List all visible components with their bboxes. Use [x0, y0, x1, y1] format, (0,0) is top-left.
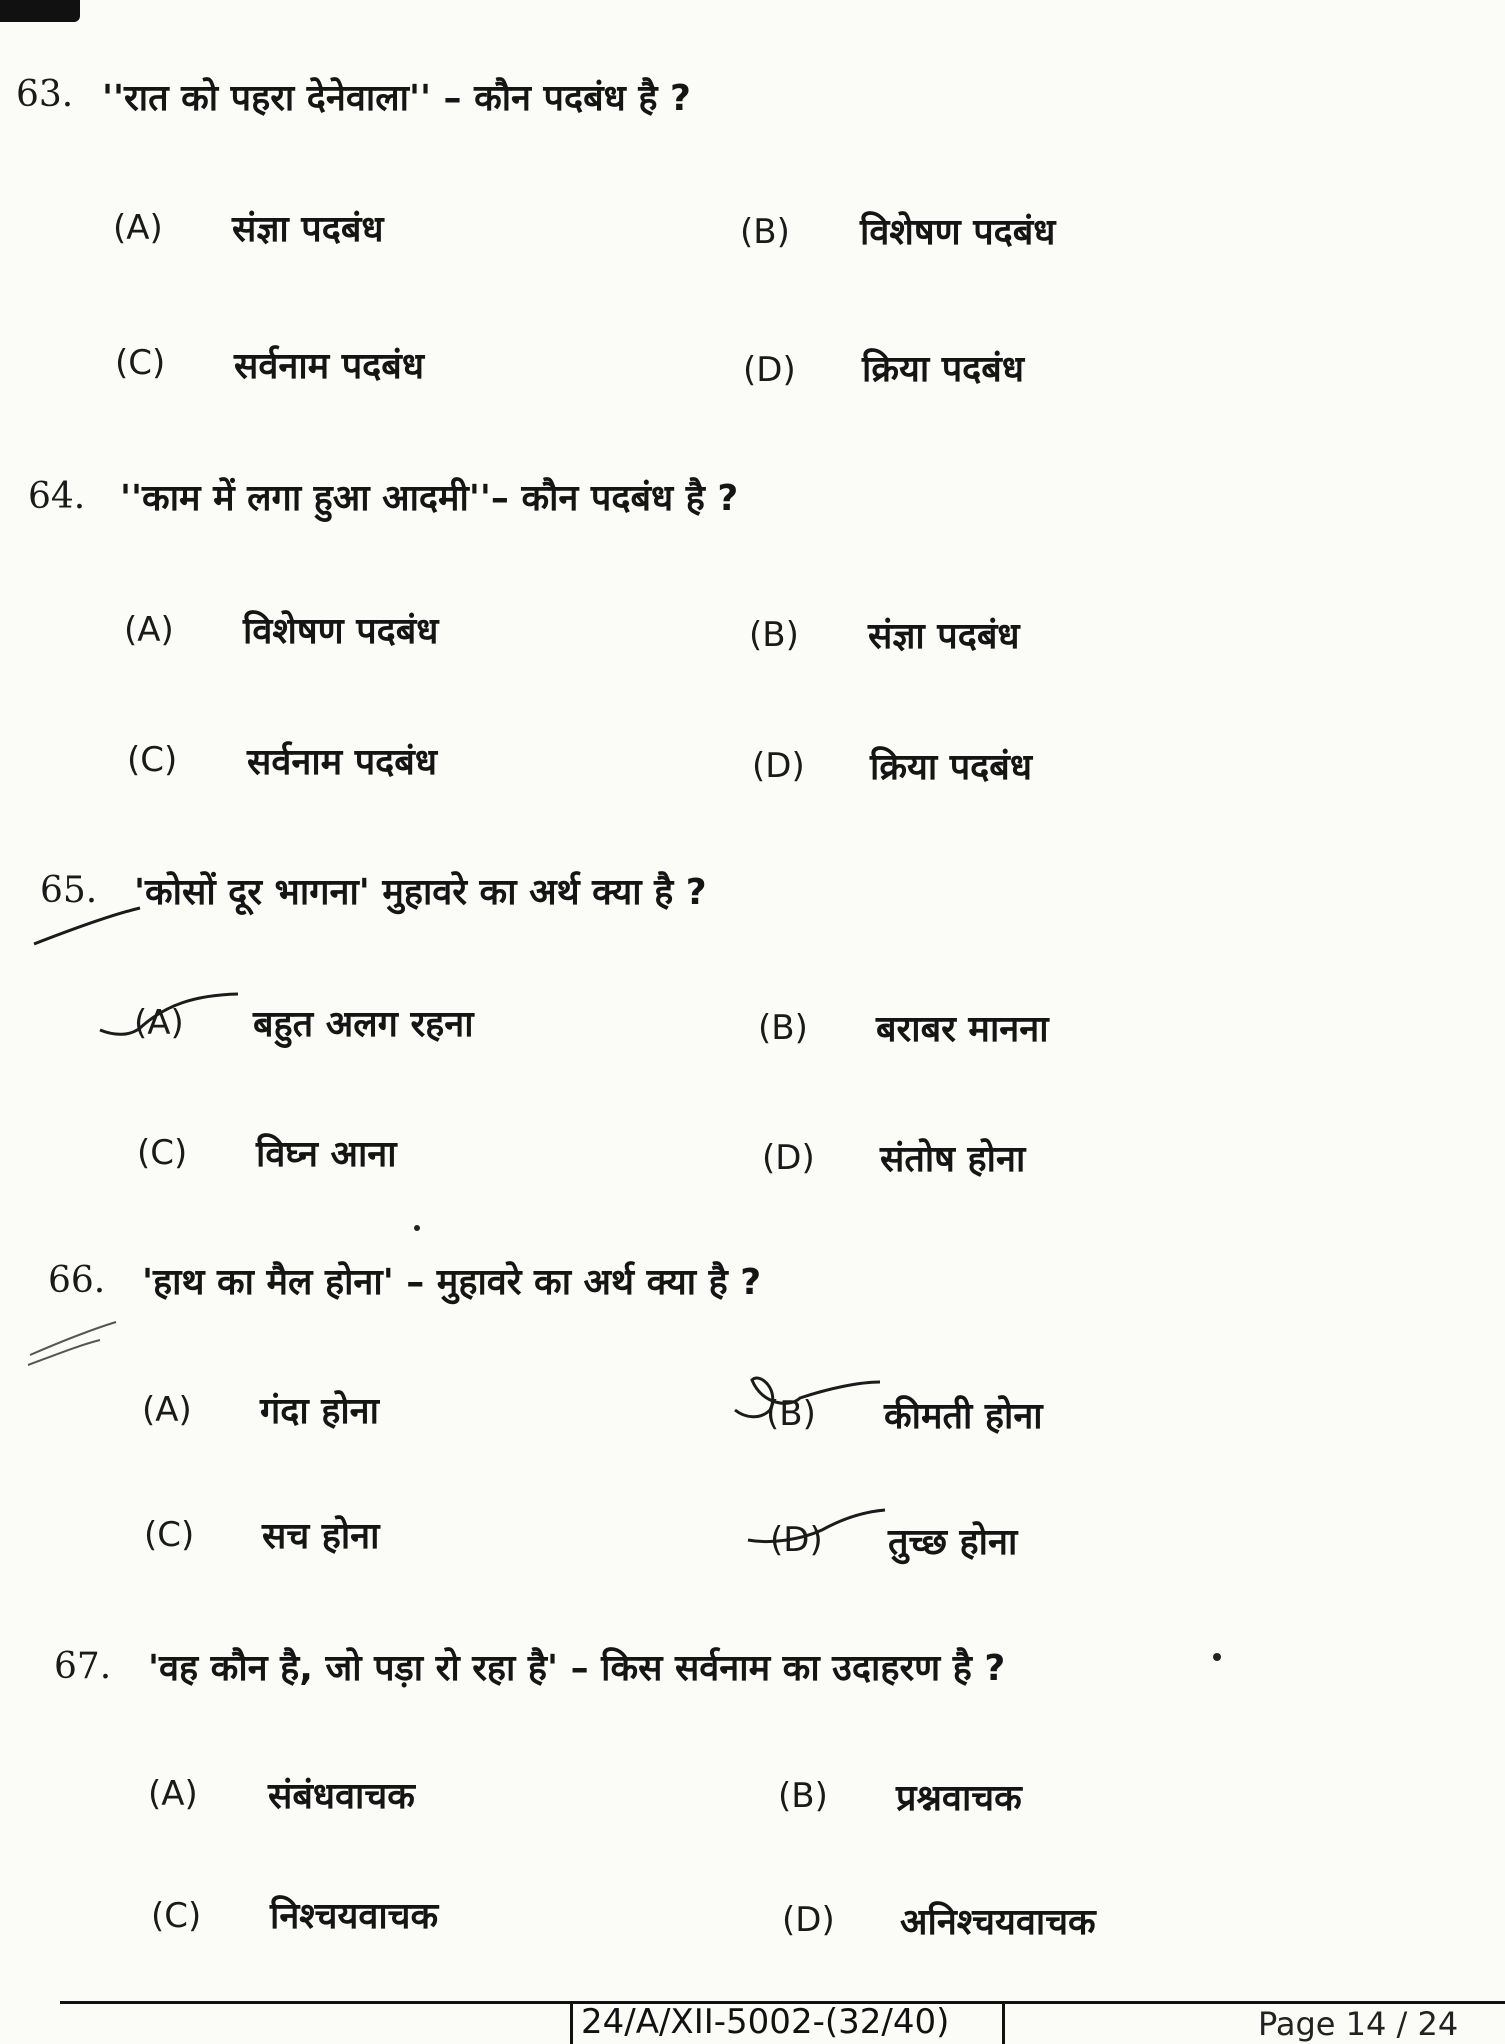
- option-text-c: सर्वनाम पदबंध: [234, 346, 424, 387]
- question-text: ''काम में लगा हुआ आदमी''– कौन पदबंध है ?: [120, 478, 739, 519]
- option-letter-b: (B): [749, 615, 799, 655]
- question-64: [0, 400, 1505, 800]
- option-letter-d: (D): [743, 350, 796, 390]
- option-letter-a: (A): [134, 1003, 184, 1043]
- question-number: 67.: [54, 1646, 112, 1687]
- paper-code: 24/A/XII-5002-(32/40): [570, 2004, 1005, 2044]
- option-text-c: सर्वनाम पदबंध: [247, 742, 437, 783]
- option-text-d: तुच्छ होना: [888, 1522, 1018, 1563]
- option-letter-d: (D): [782, 1900, 835, 1940]
- option-text-d: संतोष होना: [880, 1139, 1026, 1180]
- option-text-b: संज्ञा पदबंध: [868, 616, 1020, 657]
- option-letter-b: (B): [740, 212, 790, 252]
- option-text-a: बहुत अलग रहना: [253, 1004, 474, 1045]
- option-text-d: अनिश्चयवाचक: [900, 1902, 1096, 1943]
- option-text-b: कीमती होना: [884, 1396, 1043, 1437]
- option-text-c: सच होना: [262, 1516, 380, 1557]
- option-text-a: विशेषण पदबंध: [243, 611, 439, 652]
- option-text-a: संज्ञा पदबंध: [232, 209, 384, 250]
- option-letter-d: (D): [762, 1138, 815, 1178]
- option-text-d: क्रिया पदबंध: [862, 349, 1024, 390]
- option-text-b: बराबर मानना: [876, 1009, 1049, 1050]
- question-number: 64.: [28, 476, 86, 517]
- option-letter-a: (A): [148, 1774, 198, 1814]
- page-number: Page 14 / 24: [1258, 2005, 1459, 2043]
- question-number: 63.: [16, 74, 74, 115]
- option-text-a: गंदा होना: [260, 1391, 379, 1432]
- option-letter-a: (A): [124, 610, 174, 650]
- option-letter-b: (B): [778, 1776, 828, 1816]
- question-text: 'कोसों दूर भागना' मुहावरे का अर्थ क्या है ?: [134, 872, 707, 913]
- option-text-c: विघ्न आना: [256, 1134, 397, 1175]
- question-66: [0, 1180, 1505, 1580]
- option-text-c: निश्चयवाचक: [270, 1896, 439, 1937]
- option-letter-c: (C): [144, 1515, 195, 1555]
- option-letter-c: (C): [137, 1133, 188, 1173]
- question-text: 'वह कौन है, जो पड़ा रो रहा है' – किस सर्वनाम का उदाहरण है ?: [148, 1648, 1006, 1689]
- option-letter-a: (A): [142, 1390, 192, 1430]
- question-63: [0, 0, 1505, 400]
- option-letter-d: (D): [770, 1520, 823, 1560]
- option-letter-b: (B): [758, 1008, 808, 1048]
- option-text-b: विशेषण पदबंध: [860, 212, 1056, 253]
- question-number: 66.: [48, 1260, 106, 1301]
- option-letter-d: (D): [752, 746, 805, 786]
- option-letter-c: (C): [127, 740, 178, 780]
- option-letter-c: (C): [151, 1896, 202, 1936]
- question-number: 65.: [40, 870, 98, 911]
- option-text-b: प्रश्नवाचक: [896, 1778, 1022, 1819]
- option-letter-b: (B): [766, 1394, 816, 1434]
- option-text-a: संबंधवाचक: [268, 1776, 415, 1817]
- question-text: ''रात को पहरा देनेवाला'' – कौन पदबंध है ?: [102, 78, 691, 119]
- option-text-d: क्रिया पदबंध: [870, 747, 1032, 788]
- question-67: [0, 1566, 1505, 1966]
- option-letter-a: (A): [113, 208, 163, 248]
- question-text: 'हाथ का मैल होना' – मुहावरे का अर्थ क्या है ?: [142, 1262, 762, 1303]
- option-letter-c: (C): [115, 343, 166, 383]
- question-65: [0, 790, 1505, 1190]
